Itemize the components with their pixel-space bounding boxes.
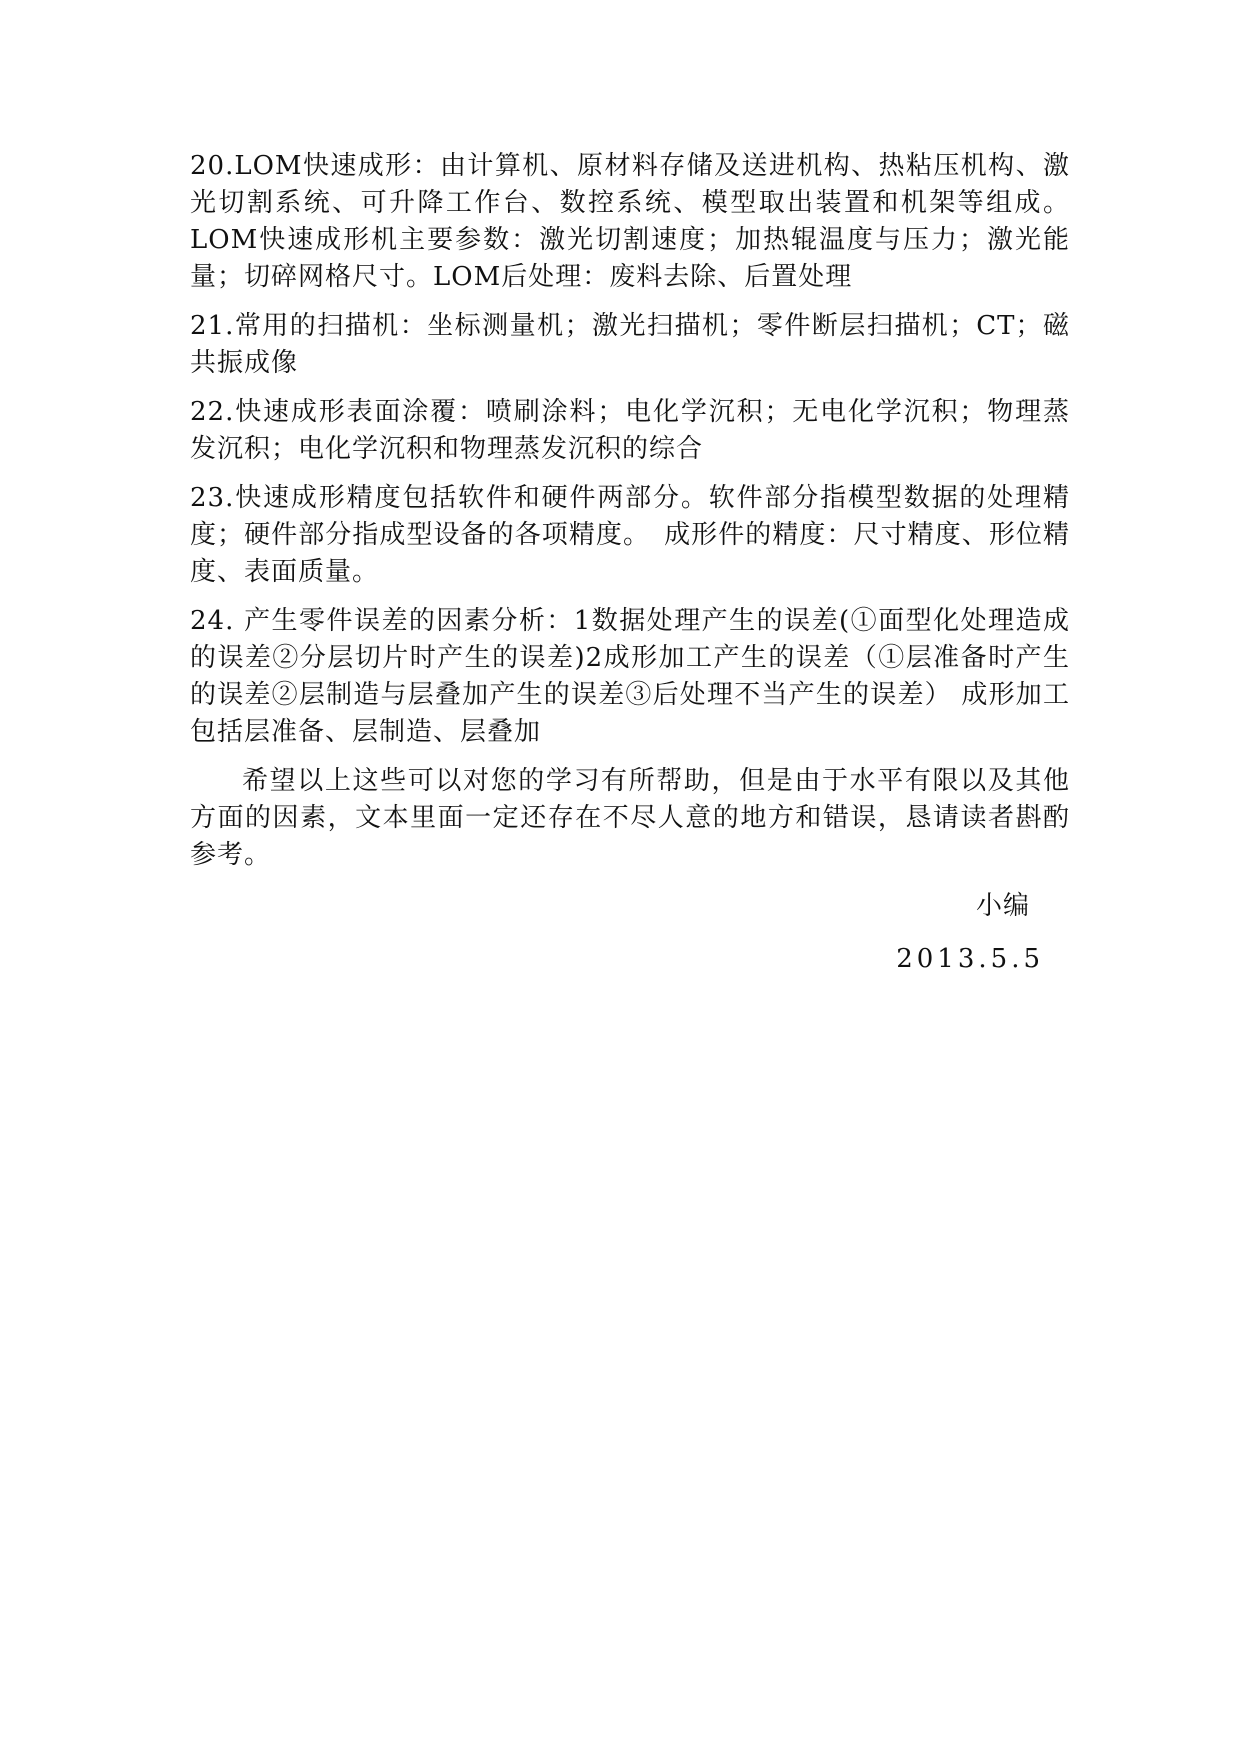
paragraph-item-23: 23.快速成形精度包括软件和硬件两部分。软件部分指模型数据的处理精度；硬件部分指成型设备的各项精度。 成形件的精度：尺寸精度、形位精度、表面质量。 <box>190 483 1070 587</box>
paragraph-item-24: 24. 产生零件误差的因素分析：1数据处理产生的误差(①面型化处理造成的误差②分层切片时产生的误差)2成形加工产生的误差（①层准备时产生的误差②层制造与层叠加产生的误差③后处理不当产生的误差） 成形加工包括层准备、层制造、层叠加 <box>190 606 1070 747</box>
author-signature: 小编 <box>975 891 1030 921</box>
paragraph-item-22: 22.快速成形表面涂覆：喷刷涂料；电化学沉积；无电化学沉积；物理蒸发沉积；电化学沉积和物理蒸发沉积的综合 <box>190 397 1070 464</box>
paragraph-item-20: 20.LOM快速成形：由计算机、原材料存储及送进机构、热粘压机构、激光切割系统、可升降工作台、数控系统、模型取出装置和机架等组成。LOM快速成形机主要参数：激光切割速度；加热辊温度与压力；激光能量；切碎网格尺寸。LOM后处理：废料去除、后置处理 <box>190 151 1070 292</box>
document-body <box>190 148 1070 978</box>
paragraph-item-21: 21.常用的扫描机：坐标测量机；激光扫描机；零件断层扫描机；CT；磁共振成像 <box>190 311 1070 378</box>
document-date: 2013.5.5 <box>896 944 1044 974</box>
closing-paragraph: 希望以上这些可以对您的学习有所帮助，但是由于水平有限以及其他方面的因素，文本里面一定还存在不尽人意的地方和错误，恳请读者斟酌参考。 <box>190 766 1070 870</box>
